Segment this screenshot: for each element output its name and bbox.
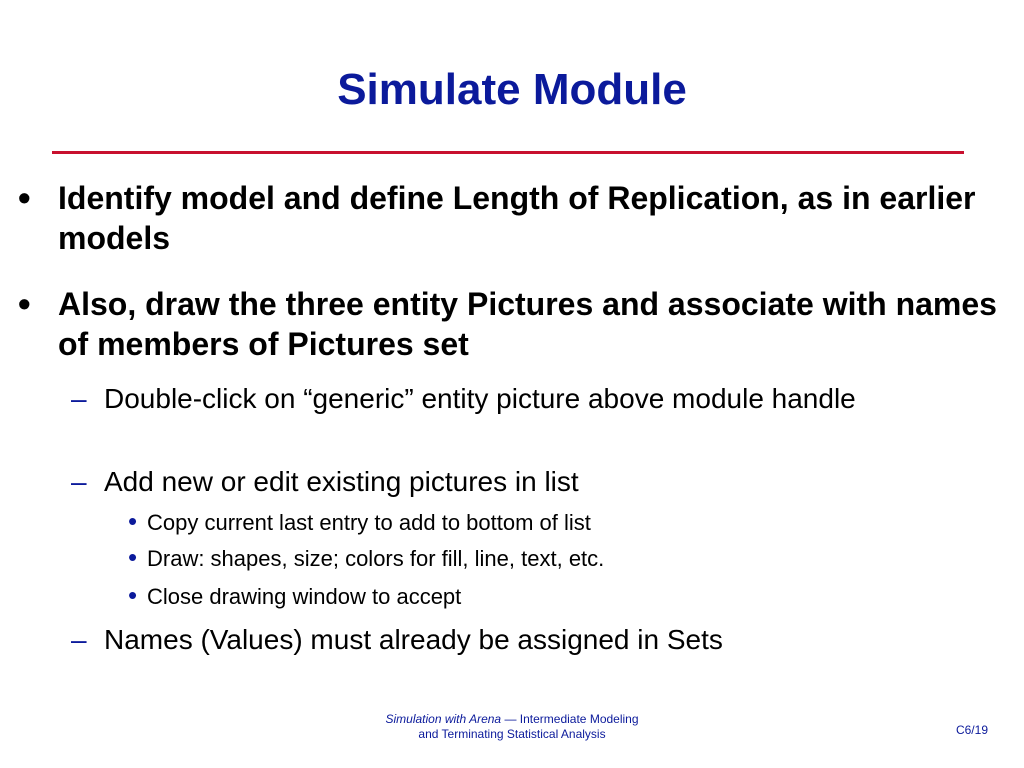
sub-bullet-item (71, 380, 984, 417)
dash-marker: – (71, 383, 87, 414)
page-number: C6/19 (955, 723, 988, 737)
sub-bullet-text: Add new or edit existing pictures in list (104, 466, 579, 497)
bullet-marker: • (128, 580, 138, 610)
sub-sub-bullet-text: Close drawing window to accept (147, 584, 462, 609)
slide-title: Simulate Module (337, 65, 687, 114)
footer-subtitle-line-1: Intermediate Modeling (519, 712, 639, 726)
dash-marker: – (71, 624, 87, 655)
sub-bullet-text: Double-click on “generic” entity picture above module handle (104, 383, 856, 414)
bullet-item (18, 283, 1008, 364)
footer-book-title: Simulation with Arena (385, 712, 502, 726)
sub-sub-bullet-item (128, 542, 987, 574)
slide-footer (0, 712, 1024, 742)
sub-sub-bullet-text: Draw: shapes, size; colors for fill, line, text, etc. (147, 546, 605, 571)
bullet-marker: • (18, 177, 31, 218)
dash-marker: – (71, 466, 87, 497)
bullet-marker: • (128, 542, 138, 572)
footer-line-1 (0, 712, 1024, 727)
title-divider (52, 151, 964, 154)
bullet-marker: • (18, 283, 31, 324)
bullet-marker: • (128, 506, 138, 536)
sub-sub-bullet-text: Copy current last entry to add to bottom of list (147, 510, 591, 535)
sub-bullet-item (71, 621, 984, 658)
sub-sub-bullet-item (128, 580, 987, 612)
bullet-item (18, 177, 1008, 258)
footer-separator: — (501, 712, 520, 726)
bullet-text: Also, draw the three entity Pictures and associate with names of members of Pictures set (58, 286, 997, 362)
sub-sub-bullet-item (128, 506, 987, 538)
footer-subtitle-line-2: and Terminating Statistical Analysis (418, 727, 606, 741)
sub-bullet-text: Names (Values) must already be assigned in Sets (104, 624, 723, 655)
bullet-text: Identify model and define Length of Replication, as in earlier models (58, 180, 976, 256)
sub-bullet-item (71, 463, 984, 500)
